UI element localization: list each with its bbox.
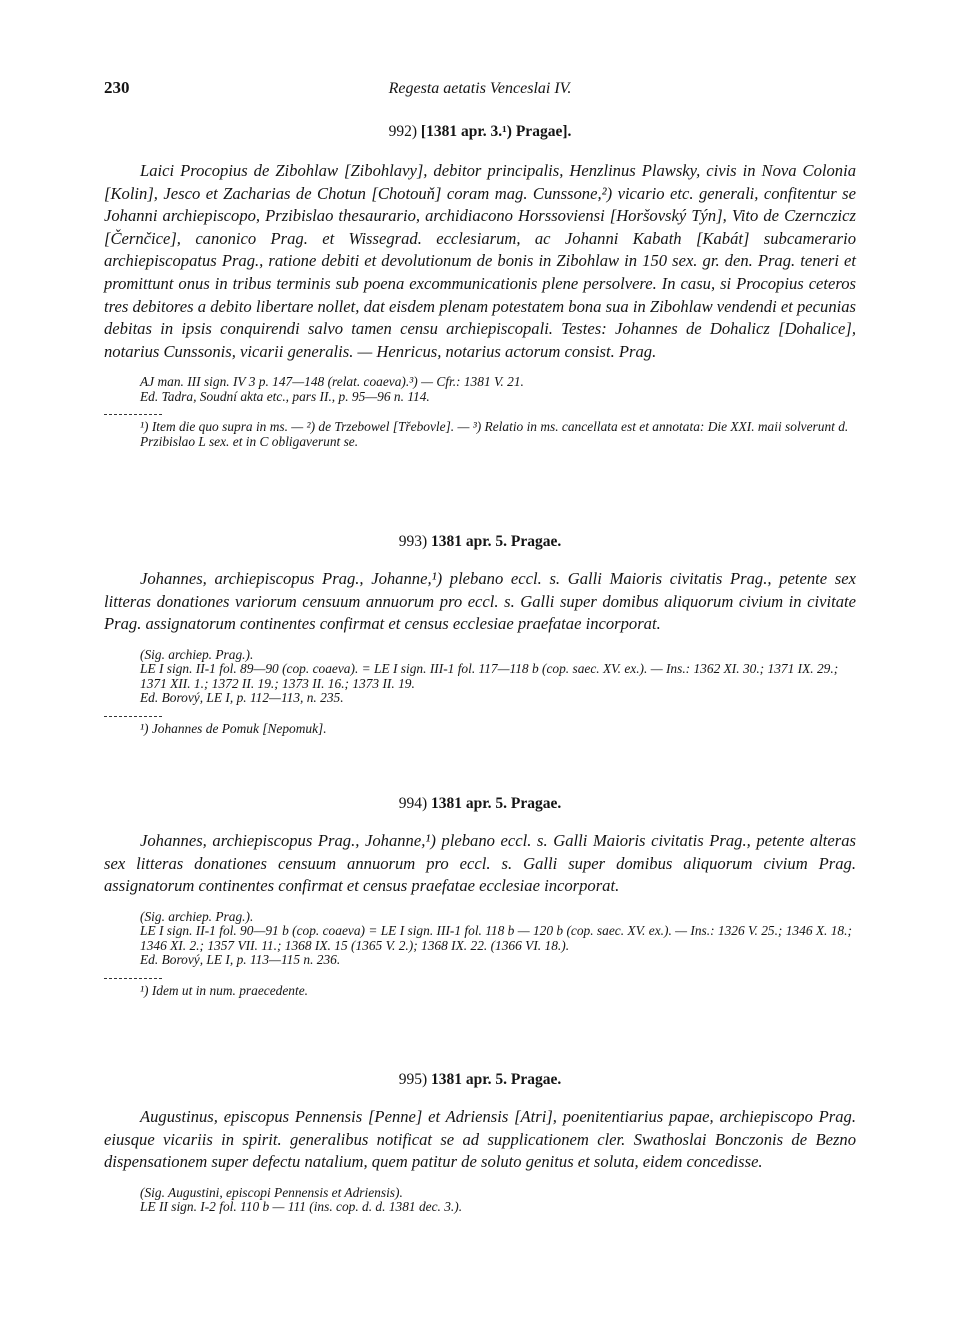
entry-footnotes [104,721,856,736]
source-line: AJ man. III sign. IV 3 p. 147—148 (relat. coaeva).³) — Cfr.: 1381 V. 21. [140,374,524,390]
entry-sources [104,648,856,706]
entry-regest: Johannes, archiepiscopus Prag., Johanne,¹) plebano eccl. s. Galli Maioris civitatis Prag., petente alteras sex litteras donationes censuum annuorum pro eccl. s. Galli super domibus aliquorum civium Prag. assignatorum continentes confirmat et census praefatae ecclesiae incorporat. [104,831,856,896]
page-number: 230 [104,78,130,97]
running-title: Regesta aetatis Venceslai IV. [388,80,572,97]
entry-number: 992) [388,123,418,140]
entry-regest: Laici Procopius de Zibohlaw [Zibohlavy], debitor principalis, Henzlinus Plawsky, civis in Nova Colonia [Kolin], Jesco et Zacharias de Chotun [Chotouň] coram mag. Cunssone,²) vicario etc. generali, confitentur se Johanni archiepiscopo, Przibislao thesaurario, archidiacono Horssoviensi [Horšovský Týn], Vito de Czernczicz [Černčice], canonico Prag. et Wissegrad. ecclesiarum, ac Johanni Kabath [Kabát] subcamerario archiepiscopatus Prag., ratione debiti et devolutionum de bonis in Zibohlaw in 150 sex. gr. den. Prag. teneri et promittunt onus in tribus terminis sub poena excommunicationis plene persolvere. In casu, si Procopius ceteros tres debitores a debito libertare nollet, dat eisdem plenam potestatem bona sua in Zibohlaw vendendi et pecunias debitas in ipsis conquirendi salvo tamen censu archiepiscopali. Testes: Johannes de Dohalicz [Dohalice], notarius Cunssonis, vicarii generalis. — Henricus, notarius actorum consist. Prag. [104,161,856,361]
entry-regest: Augustinus, episcopus Pennensis [Penne] et Adriensis [Atri], poenitentiarius papae, archiepiscopo Prag. eiusque vicariis in spirit. generalibus notificat se ad supplicationem cler. Swathoslai Bonczonis de Bezno dispensationem super defectu natalium, quem patitur de soluto genitus et soluta, eidem concedisse. [104,1107,856,1172]
entry-heading [104,122,856,142]
entry-heading [104,1070,856,1090]
entry-footnotes [104,983,856,998]
entry-date: 1381 apr. 5. Pragae. [430,1071,562,1088]
entry-993 [104,532,856,736]
entry-heading [104,794,856,814]
entry-994 [104,794,856,998]
source-line: Ed. Tadra, Soudní akta etc., pars II., p. 95—96 n. 114. [140,388,430,404]
source-line: (Sig. archiep. Prag.). [140,908,254,924]
entry-995 [104,1070,856,1215]
entry-992 [104,122,856,449]
source-line: LE II sign. I-2 fol. 110 b — 111 (ins. cop. d. d. 1381 dec. 3.). [140,1199,463,1215]
entry-date: 1381 apr. 5. Pragae. [430,533,562,550]
footnote-rule [104,414,162,415]
entry-number: 993) [398,533,428,550]
entry-sources [104,1186,856,1215]
source-line: Ed. Borový, LE I, p. 113—115 n. 236. [140,952,341,968]
source-line: LE I sign. II-1 fol. 89—90 (cop. coaeva). = LE I sign. III-1 fol. 117—118 b (cop. saec. XV. ex.). — Ins.: 1362 XI. 30.; 1371 IX. 29.; 1371 XII. 1.; 1372 II. 19.; 1373 II. 16.; 1373 II. 19. [140,661,839,691]
entry-number: 994) [398,795,428,812]
entry-regest: Johannes, archiepiscopus Prag., Johanne,¹) plebano eccl. s. Galli Maioris civitatis Prag., petente sex litteras donationes variorum censuum annuorum pro eccl. s. Galli super domibus aliquorum civium in civitate Prag. assignatorum continentes confirmat et census ecclesiae praefatae incorporat. [104,569,856,634]
footnote-rule [104,978,162,979]
entry-date: [1381 apr. 3.¹) Pragae]. [420,123,572,140]
source-line: LE I sign. II-1 fol. 90—91 b (cop. coaeva) = LE I sign. III-1 fol. 118 b — 120 b (cop. saec. XV. ex.). — Ins.: 1326 V. 25.; 1346 X. 18.; 1346 XI. 2.; 1357 VII. 11.; 1368 IX. 15 (1365 V. 2.); 1368 IX. 22. (1366 VI. 18.). [140,923,852,953]
source-line: Ed. Borový, LE I, p. 112—113, n. 235. [140,690,344,706]
entry-footnotes [104,419,856,449]
footnote-line: ¹) Idem ut in num. praecedente. [140,982,308,998]
source-line: (Sig. Augustini, episcopi Pennensis et Adriensis). [140,1184,403,1200]
entry-sources [104,910,856,968]
footnote-line: ¹) Item die quo supra in ms. — ²) de Trzebowel [Třebovle]. — ³) Relatio in ms. cancellata est et annotata: Die XXI. maii solverunt d. Przibislao L sex. et in C obligaverunt se. [140,419,849,450]
entry-number: 995) [398,1071,428,1088]
entry-sources [104,375,856,404]
entry-date: 1381 apr. 5. Pragae. [430,795,562,812]
entry-heading [104,532,856,552]
footnote-line: ¹) Johannes de Pomuk [Nepomuk]. [140,720,327,736]
footnote-rule [104,716,162,717]
source-line: (Sig. archiep. Prag.). [140,646,254,662]
